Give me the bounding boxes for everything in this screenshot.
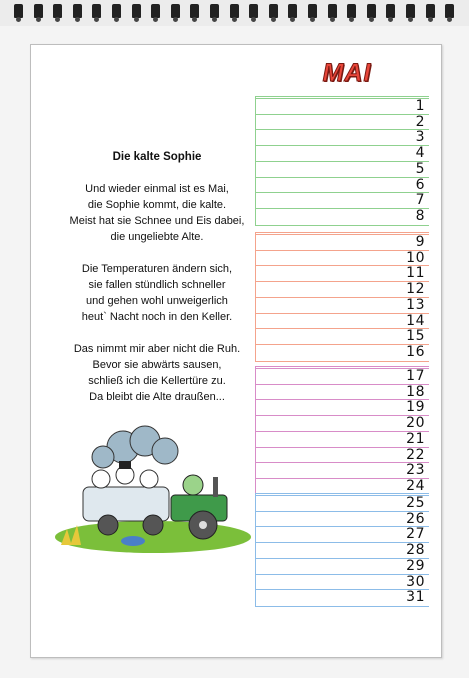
- day-row[interactable]: [255, 161, 429, 177]
- day-number: 19: [406, 399, 425, 416]
- day-number: 21: [406, 430, 425, 447]
- poem-line: heut` Nacht noch in den Keller.: [81, 311, 233, 323]
- spiral-ring: [426, 4, 435, 18]
- smoke-cloud: [152, 438, 178, 464]
- spiral-ring: [328, 4, 337, 18]
- poem-stanza-2: [55, 261, 259, 325]
- day-row[interactable]: [255, 145, 429, 161]
- day-number: 27: [406, 526, 425, 543]
- day-number: 30: [406, 573, 425, 590]
- day-number: 23: [406, 462, 425, 479]
- day-number: 20: [406, 415, 425, 432]
- day-row[interactable]: [255, 328, 429, 344]
- spiral-ring: [132, 4, 141, 18]
- spiral-ring: [445, 4, 454, 18]
- poem-stanza-1: [55, 181, 259, 245]
- day-row[interactable]: [255, 265, 429, 281]
- day-row[interactable]: [255, 462, 429, 478]
- spiral-ring: [347, 4, 356, 18]
- day-row[interactable]: [255, 511, 429, 527]
- day-number: 17: [406, 368, 425, 384]
- day-row[interactable]: [255, 297, 429, 313]
- day-number: 3: [415, 129, 425, 146]
- day-number: 16: [406, 343, 425, 360]
- day-number: 18: [406, 383, 425, 400]
- spiral-ring: [308, 4, 317, 18]
- day-number: 24: [406, 477, 425, 494]
- smoke-cloud: [92, 446, 114, 468]
- poem-line: die ungeliebte Alte.: [110, 231, 204, 243]
- day-number: 13: [406, 296, 425, 313]
- day-row[interactable]: [255, 558, 429, 574]
- poem-line: und gehen wohl unweigerlich: [86, 295, 228, 307]
- poem-line: die Sophie kommt, die kalte.: [87, 199, 227, 211]
- day-number: 5: [415, 160, 425, 177]
- day-row[interactable]: [255, 384, 429, 400]
- spiral-ring: [171, 4, 180, 18]
- day-row[interactable]: [255, 495, 429, 511]
- spiral-ring: [92, 4, 101, 18]
- day-row[interactable]: [255, 192, 429, 208]
- day-row[interactable]: [255, 177, 429, 193]
- day-row[interactable]: [255, 208, 429, 224]
- day-row[interactable]: [255, 114, 429, 130]
- day-number: 6: [415, 176, 425, 193]
- poem-stanza-3: [55, 341, 259, 405]
- day-number: 14: [406, 312, 425, 329]
- day-number: 2: [415, 113, 425, 130]
- day-row[interactable]: [255, 447, 429, 463]
- poem-line: Meist hat sie Schnee und Eis dabei,: [69, 215, 245, 227]
- spiral-ring: [386, 4, 395, 18]
- poem-line: sie fallen stündlich schneller: [88, 279, 226, 291]
- poem-line: schließ ich die Kellertüre zu.: [88, 375, 226, 387]
- poem-title: Die kalte Sophie: [112, 151, 202, 163]
- month-title: MAI: [322, 59, 372, 87]
- spiral-ring: [34, 4, 43, 18]
- poem-line: Da bleibt die Alte draußen...: [89, 391, 225, 403]
- spiral-ring: [230, 4, 239, 18]
- cartoon-illustration: [53, 425, 253, 555]
- calendar-page: [30, 44, 442, 658]
- day-number: 25: [406, 495, 425, 511]
- day-row[interactable]: [255, 129, 429, 145]
- day-number: 28: [406, 542, 425, 559]
- spiral-ring: [190, 4, 199, 18]
- spiral-ring: [269, 4, 278, 18]
- snowman-head: [140, 470, 158, 488]
- wheel-hub: [199, 521, 207, 529]
- day-row[interactable]: [255, 281, 429, 297]
- day-number: 15: [406, 328, 425, 345]
- day-row[interactable]: [255, 234, 429, 250]
- spiral-ring: [53, 4, 62, 18]
- spiral-ring: [249, 4, 258, 18]
- poem-line: Bevor sie abwärts sausen,: [92, 359, 222, 371]
- spiral-ring: [406, 4, 415, 18]
- day-number: 26: [406, 510, 425, 527]
- spiral-ring: [73, 4, 82, 18]
- day-number: 10: [406, 249, 425, 266]
- day-number: 12: [406, 281, 425, 298]
- poem-line: Das nimmt mir aber nicht die Ruh.: [73, 343, 241, 355]
- day-number: 8: [415, 207, 425, 224]
- day-number: 7: [415, 192, 425, 209]
- day-row[interactable]: [255, 542, 429, 558]
- day-row[interactable]: [255, 478, 429, 494]
- day-number: 4: [415, 145, 425, 162]
- spiral-ring: [112, 4, 121, 18]
- day-number: 1: [415, 98, 425, 114]
- day-row[interactable]: [255, 98, 429, 114]
- day-row[interactable]: [255, 526, 429, 542]
- poem-line: Die Temperaturen ändern sich,: [81, 263, 233, 275]
- day-number: 11: [406, 265, 425, 282]
- flowers: [121, 536, 145, 546]
- day-row[interactable]: [255, 250, 429, 266]
- day-row[interactable]: [255, 313, 429, 329]
- wheel: [143, 515, 163, 535]
- farmer-head: [183, 475, 203, 495]
- poem: [55, 149, 259, 421]
- spiral-ring: [288, 4, 297, 18]
- day-row[interactable]: [255, 399, 429, 415]
- snowman-head: [92, 470, 110, 488]
- spiral-ring: [14, 4, 23, 18]
- wheel: [98, 515, 118, 535]
- day-row[interactable]: [255, 368, 429, 384]
- day-row[interactable]: [255, 344, 429, 360]
- day-number: 29: [406, 557, 425, 574]
- day-row[interactable]: [255, 574, 429, 590]
- spiral-ring: [367, 4, 376, 18]
- spiral-ring: [210, 4, 219, 18]
- exhaust-pipe: [213, 477, 218, 497]
- poem-line: Und wieder einmal ist es Mai,: [85, 183, 229, 195]
- day-number: 9: [415, 234, 425, 250]
- day-row[interactable]: [255, 415, 429, 431]
- top-hat: [119, 461, 131, 469]
- spiral-binding: [0, 0, 469, 26]
- day-row[interactable]: [255, 589, 429, 605]
- day-row[interactable]: [255, 431, 429, 447]
- spiral-ring: [151, 4, 160, 18]
- day-number: 31: [406, 589, 425, 606]
- day-number: 22: [406, 446, 425, 463]
